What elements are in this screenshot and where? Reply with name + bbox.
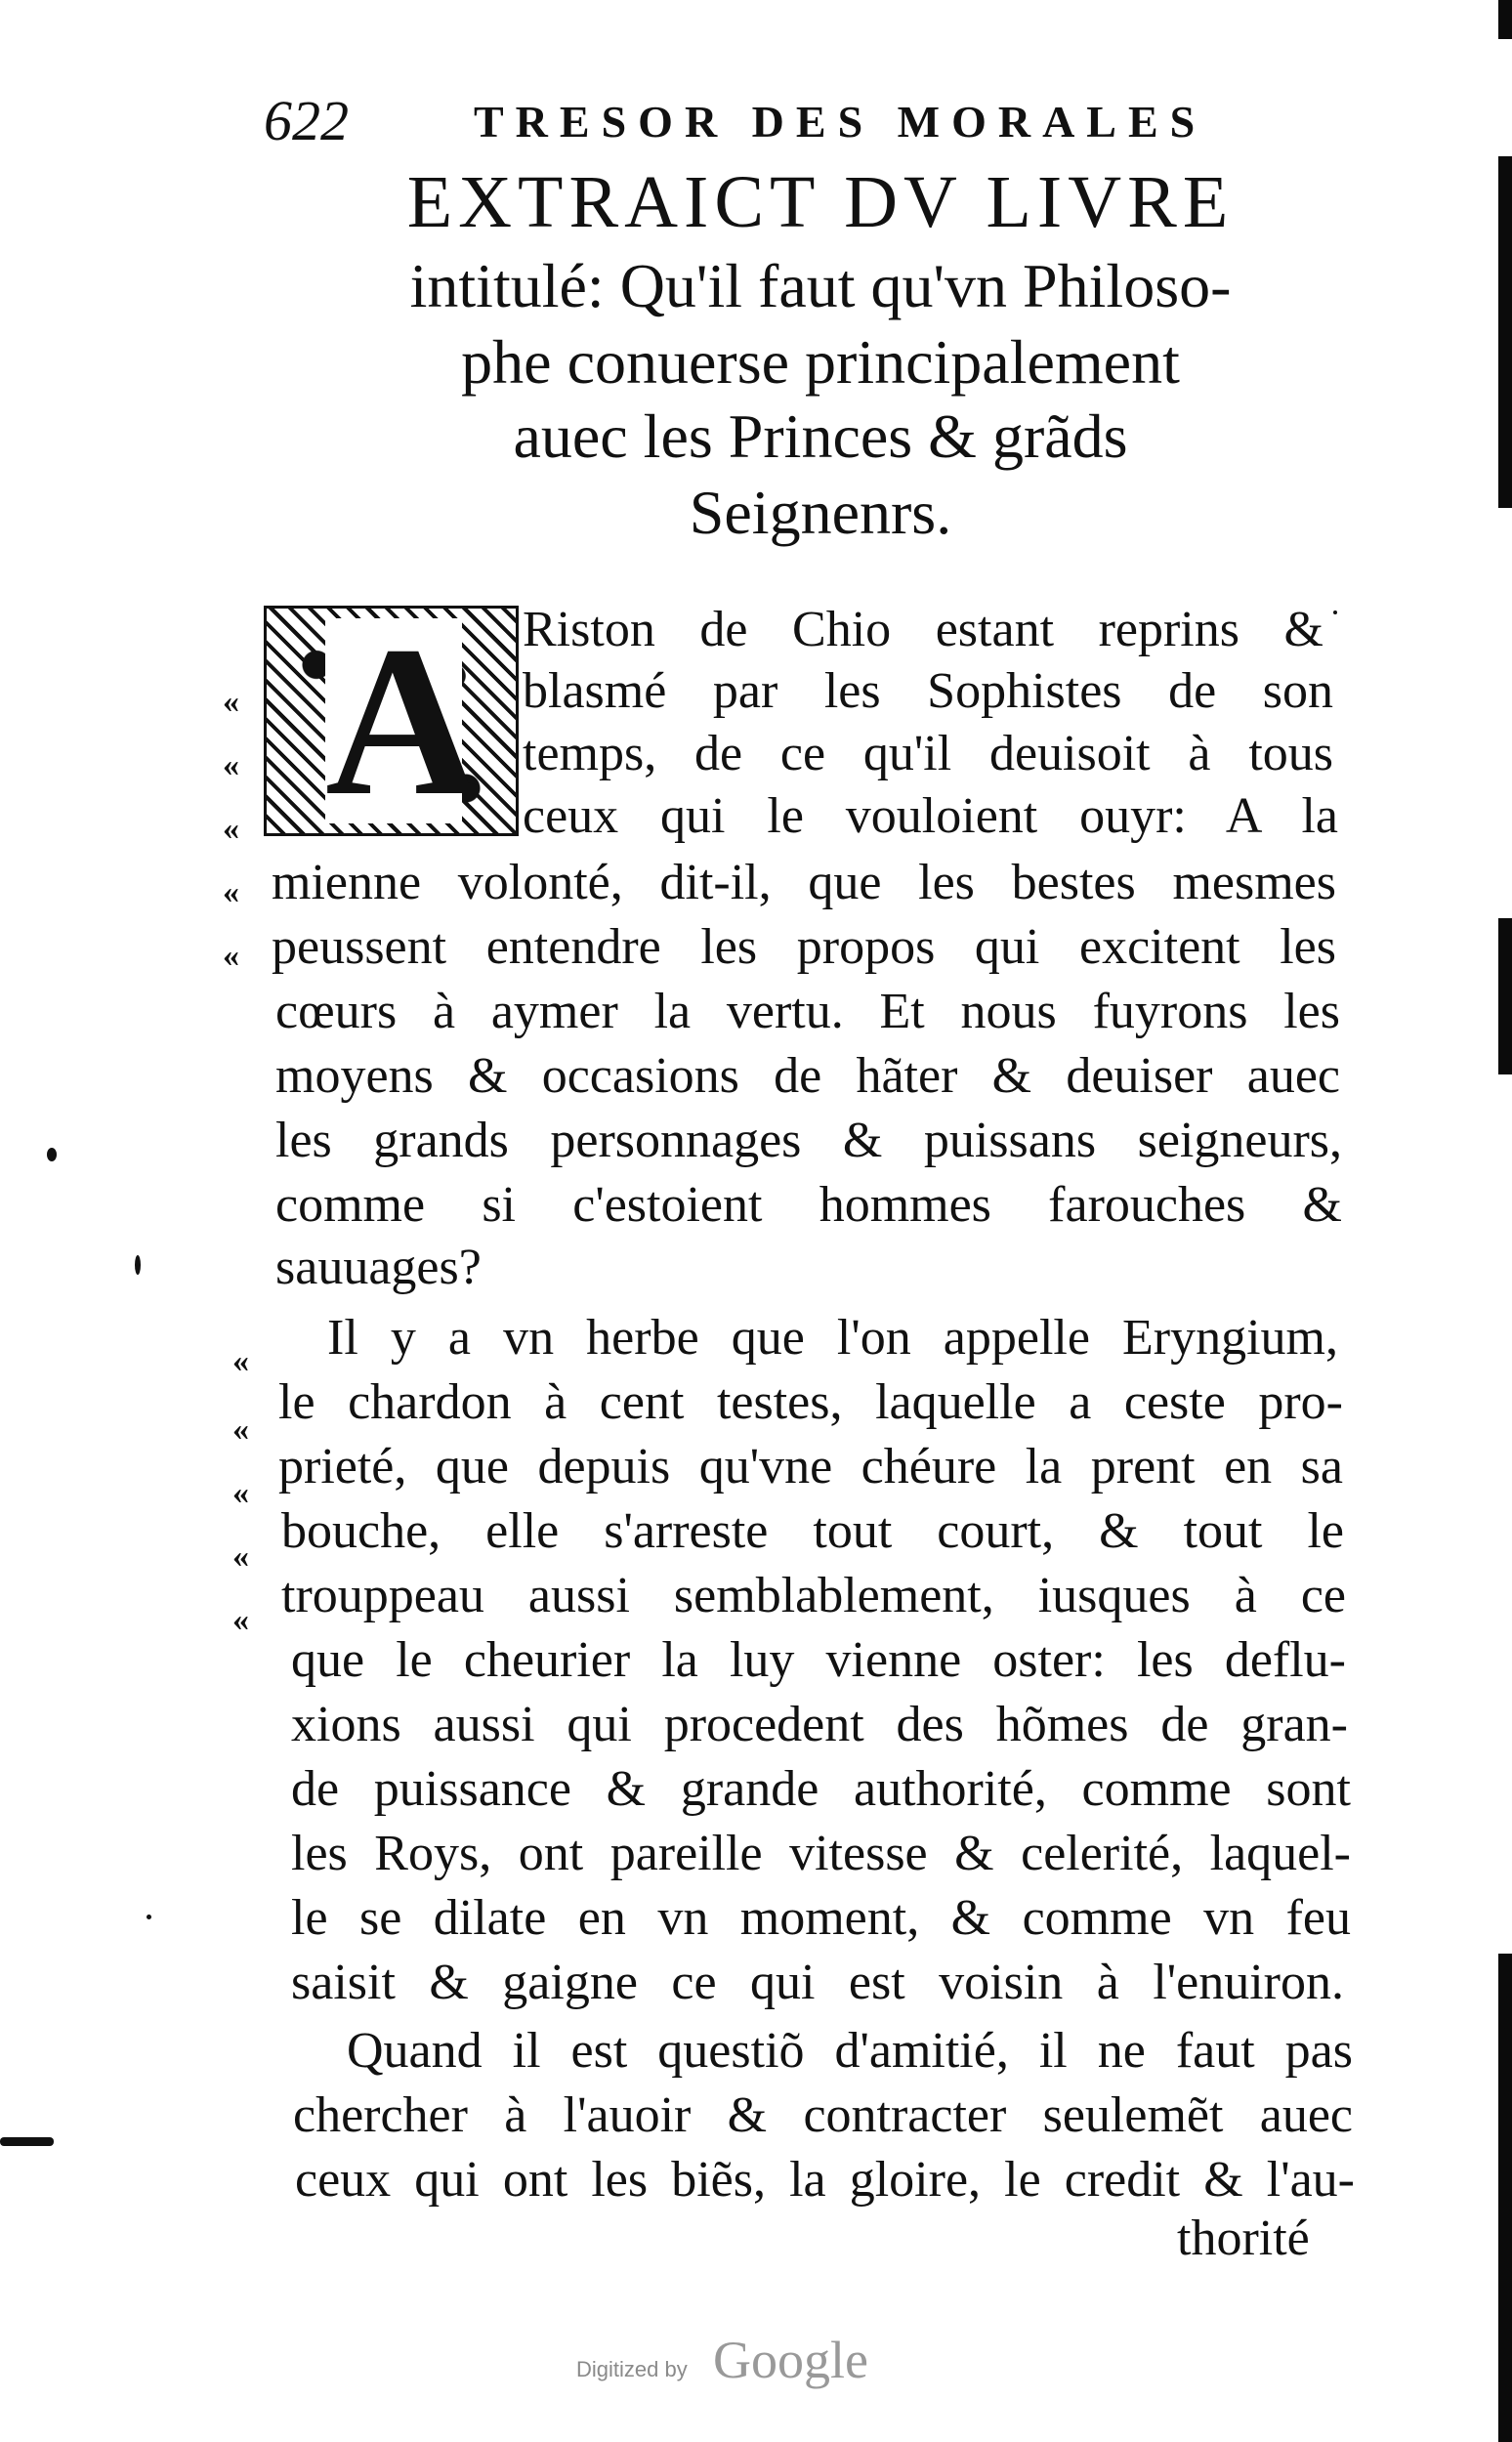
margin-quote-mark: « [223,684,239,720]
text-line: les grands personnages & puissans seigneurs, [275,1113,1342,1168]
google-wordmark: Google [713,2331,868,2389]
text-line: cœurs à aymer la vertu. Et nous fuyrons les [275,984,1340,1039]
text-line: le se dilate en vn moment, & comme vn feu [291,1890,1351,1946]
text-line: sauuages? [275,1240,482,1295]
margin-quote-mark: « [223,938,239,974]
margin-quote-mark: « [223,874,239,910]
text-line: trouppeau aussi semblablement, iusques à ce [281,1568,1346,1623]
chapter-title-line-5: Seignenrs. [689,478,952,547]
page-edge-gap [1498,39,1512,156]
page-edge-gap [1498,1074,1512,1954]
margin-quote-mark: « [223,747,239,783]
text-line: mienne volonté, dit-il, que les bestes mesmes [272,855,1336,910]
text-line: prieté, que depuis qu'vne chéure la prent en sa [278,1439,1343,1495]
chapter-title-line-2: intitulé: Qu'il faut qu'vn Philoso- [409,251,1232,320]
scan-speck [47,1148,57,1161]
text-line: Il y a vn herbe que l'on appelle Eryngium, [327,1310,1338,1366]
page-edge-gap [1498,508,1512,918]
running-title: TRESOR DES MORALES [474,97,1207,147]
text-line: les Roys, ont pareille vitesse & celerité, laquel- [291,1826,1351,1881]
ornamental-drop-cap [264,602,519,840]
drop-cap-letter: A [325,602,481,840]
text-line: ceux qui le vouloient ouyr: A la [523,788,1338,844]
chapter-title-line-3: phe conuerse principalement [461,327,1180,397]
text-line: temps, de ce qu'il deuisoit à tous [523,726,1333,781]
page-number: 622 [264,89,349,152]
text-line: xions aussi qui procedent des hõmes de gran- [291,1697,1348,1752]
scan-speck [147,1915,151,1919]
text-line: bouche, elle s'arreste tout court, & tout le [281,1503,1344,1559]
text-line: ceux qui ont les biẽs, la gloire, le credit & l'au- [295,2152,1355,2208]
margin-quote-mark: « [232,1343,249,1379]
text-line: Quand il est questiõ d'amitié, il ne faut pas [347,2023,1353,2079]
margin-quote-mark: « [223,811,239,847]
text-line: Riston de Chio estant reprins & [523,602,1323,657]
chapter-title-line-1: EXTRAICT DV LIVRE [406,161,1235,243]
page-header [264,88,1250,156]
text-line: saisit & gaigne ce qui est voisin à l'enuiron. [291,1955,1344,2010]
text-line: moyens & occasions de hãter & deuiser auec [275,1048,1340,1104]
margin-quote-mark: « [232,1602,249,1638]
text-line: le chardon à cent testes, laquelle a ceste pro- [278,1374,1343,1430]
text-line: blasmé par les Sophistes de son [523,663,1333,719]
text-line: de puissance & grande authorité, comme sont [291,1761,1351,1817]
margin-quote-mark: « [232,1475,249,1511]
margin-quote-mark: « [232,1411,249,1448]
text-line: chercher à l'auoir & contracter seulemẽt auec [293,2087,1353,2143]
digitized-by-label: Digitized by [576,2357,688,2381]
text-line: que le cheurier la luy vienne oster: les deflu- [291,1632,1346,1688]
text-line: thorité [1177,2210,1310,2266]
scan-speck [1333,610,1337,614]
digitization-footer [576,2330,967,2388]
text-line: comme si c'estoient hommes farouches & [275,1177,1342,1233]
margin-quote-mark: « [232,1538,249,1575]
text-line: peussent entendre les propos qui excitent les [272,919,1336,975]
chapter-title-line-4: auec les Princes & grãds [513,401,1128,471]
scan-dash [0,2137,54,2146]
scan-speck [135,1255,141,1275]
